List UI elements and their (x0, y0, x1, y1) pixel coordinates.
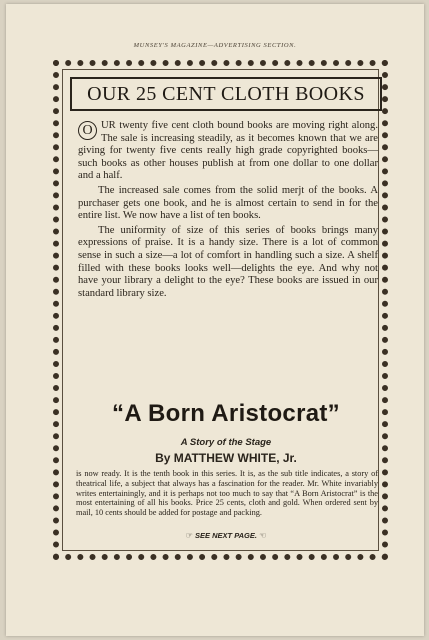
see-next-page (70, 531, 382, 540)
book-byline: By MATTHEW WHITE, Jr. (155, 451, 297, 465)
paragraph-2: The increased sale comes from the solid merjt of the books. A purchaser gets one book, and he is almost certain to send in for the entire list. We now have a list of ten books. (78, 184, 378, 222)
drop-cap: O (78, 121, 97, 140)
book-subtitle: A Story of the Stage (180, 437, 272, 448)
paragraph-1 (78, 120, 378, 183)
pointing-hand-left-icon: ☜ (259, 531, 267, 540)
paragraph-1-text: UR twenty five cent cloth bound books are moving right along. The sale is increasing steadily, as it becomes known that we are giving for twenty five cents really high grade copyrighted books—such books as other houses publish at from one dollar to one dollar and a half. (78, 120, 378, 182)
headline: OUR 25 CENT CLOTH BOOKS (70, 77, 382, 111)
book-description (76, 469, 378, 518)
book-description-text: is now ready. It is the tenth book in this series. It is, as the sub title indicates, a story of theatrical life, a subject that always has a fascination for the reader. Mr. White invariably writes entertainingly, and it is perhaps not too much to say that “A Born Aristocrat” is the most entertaining of all his books. Price 25 cents, cloth and gold. When ordered sent by mail, 10 cents should be added for postage and packing. (76, 469, 378, 518)
see-next-label: SEE NEXT PAGE. (195, 531, 257, 540)
paragraph-3: The uniformity of size of this series of books brings many expressions of praise. It is a handy size. There is a lot of common sense in such a size—a lot of comfort in handling such a size. A shelf filled with these books looks well—delights the eye. And why not have your library a delight to the eye? These books are issued in our standard library size. (78, 224, 378, 299)
pointing-hand-right-icon: ☞ (185, 531, 193, 540)
running-head: MUNSEY'S MAGAZINE—ADVERTISING SECTION. (133, 42, 297, 49)
book-title: “A Born Aristocrat” (112, 400, 340, 427)
advertisement-body (78, 120, 378, 302)
